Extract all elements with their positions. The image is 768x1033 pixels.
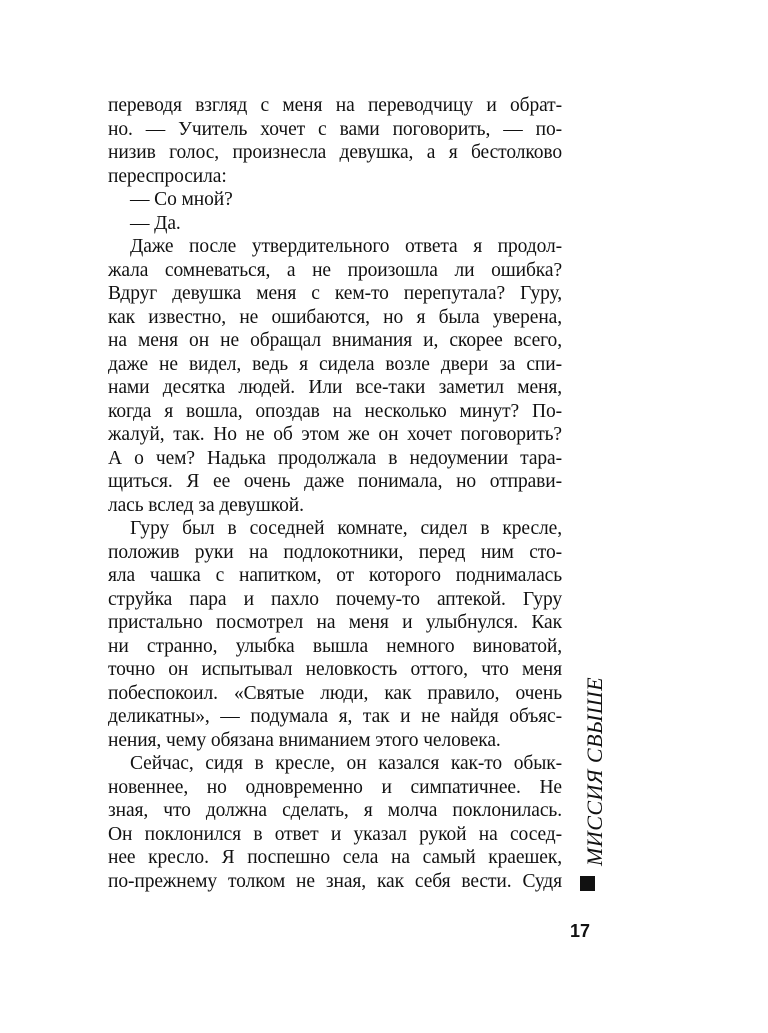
text-line: пристально посмотрел на меня и улыбнулся. Как (108, 612, 562, 633)
text-line: лась вслед за девушкой. (108, 494, 304, 516)
text-line: Даже после утвердительного ответа я продол- (130, 236, 562, 257)
text-line: зная, что должна сделать, я молча поклонилась. (108, 800, 562, 821)
text-line: даже не видел, ведь я сидела возле двери за спи- (108, 353, 562, 375)
text-line: жала сомневаться, а не произошла ли ошибка? (108, 259, 562, 281)
text-line: Гуру был в соседней комнате, сидел в кресле, (130, 518, 562, 539)
text-line: ни странно, улыбка вышла немного виноватой, (108, 635, 562, 657)
text-line: нее кресло. Я поспешно села на самый краешек, (108, 847, 562, 868)
text-line: новеннее, но одновременно и симпатичнее. Не (108, 776, 562, 798)
text-line: Сейчас, сидя в кресле, он казался как-то обык- (130, 753, 562, 774)
text-line: по-прежнему толком не зная, как себя вести. Судя (108, 870, 562, 892)
text-line: яла чашка с напитком, от которого поднималась (108, 565, 562, 586)
body-text (108, 94, 562, 893)
text-line: побеспокоил. «Святые люди, как правило, очень (108, 682, 562, 704)
text-line: но. — Учитель хочет с вами поговорить, — по- (108, 118, 562, 140)
square-marker-icon (580, 876, 595, 891)
text-line: Он поклонился в ответ и указал рукой на сосед- (108, 823, 562, 845)
text-line: точно он испытывал неловкость оттого, что меня (108, 659, 562, 680)
text-line: низив голос, произнесла девушка, а я бестолково (108, 142, 562, 163)
text-line: — Со мной? (130, 189, 233, 210)
running-head: МИССИЯ СВЫШЕ (582, 676, 607, 866)
text-line: А о чем? Надька продолжала в недоумении тара- (108, 447, 562, 469)
text-line: деликатны», — подумала я, так и не найдя объяс- (108, 706, 562, 727)
text-line: — Да. (130, 212, 181, 234)
text-line: щиться. Я ее очень даже понимала, но отправи- (108, 471, 562, 492)
text-line: положив руки на подлокотники, перед ним сто- (108, 541, 562, 563)
text-line: жалуй, так. Но не об этом же он хочет поговорить? (108, 424, 562, 445)
text-line: на меня он не обращал внимания и, скорее всего, (108, 330, 562, 351)
text-line: Вдруг девушка меня с кем-то перепутала? Гуру, (108, 283, 562, 304)
text-line: когда я вошла, опоздав на несколько минут? По- (108, 400, 562, 422)
page-number: 17 (570, 921, 591, 941)
text-line: переводя взгляд с меня на переводчицу и обрат- (108, 95, 562, 116)
text-line: нами десятка людей. Или все-таки заметил меня, (108, 377, 562, 398)
text-line: переспросила: (108, 165, 227, 187)
text-line: как известно, не ошибаются, но я была уверена, (108, 306, 562, 328)
text-line: струйка пара и пахло почему-то аптекой. Гуру (108, 588, 562, 610)
text-line: нения, чему обязана вниманием этого человека. (108, 729, 501, 751)
